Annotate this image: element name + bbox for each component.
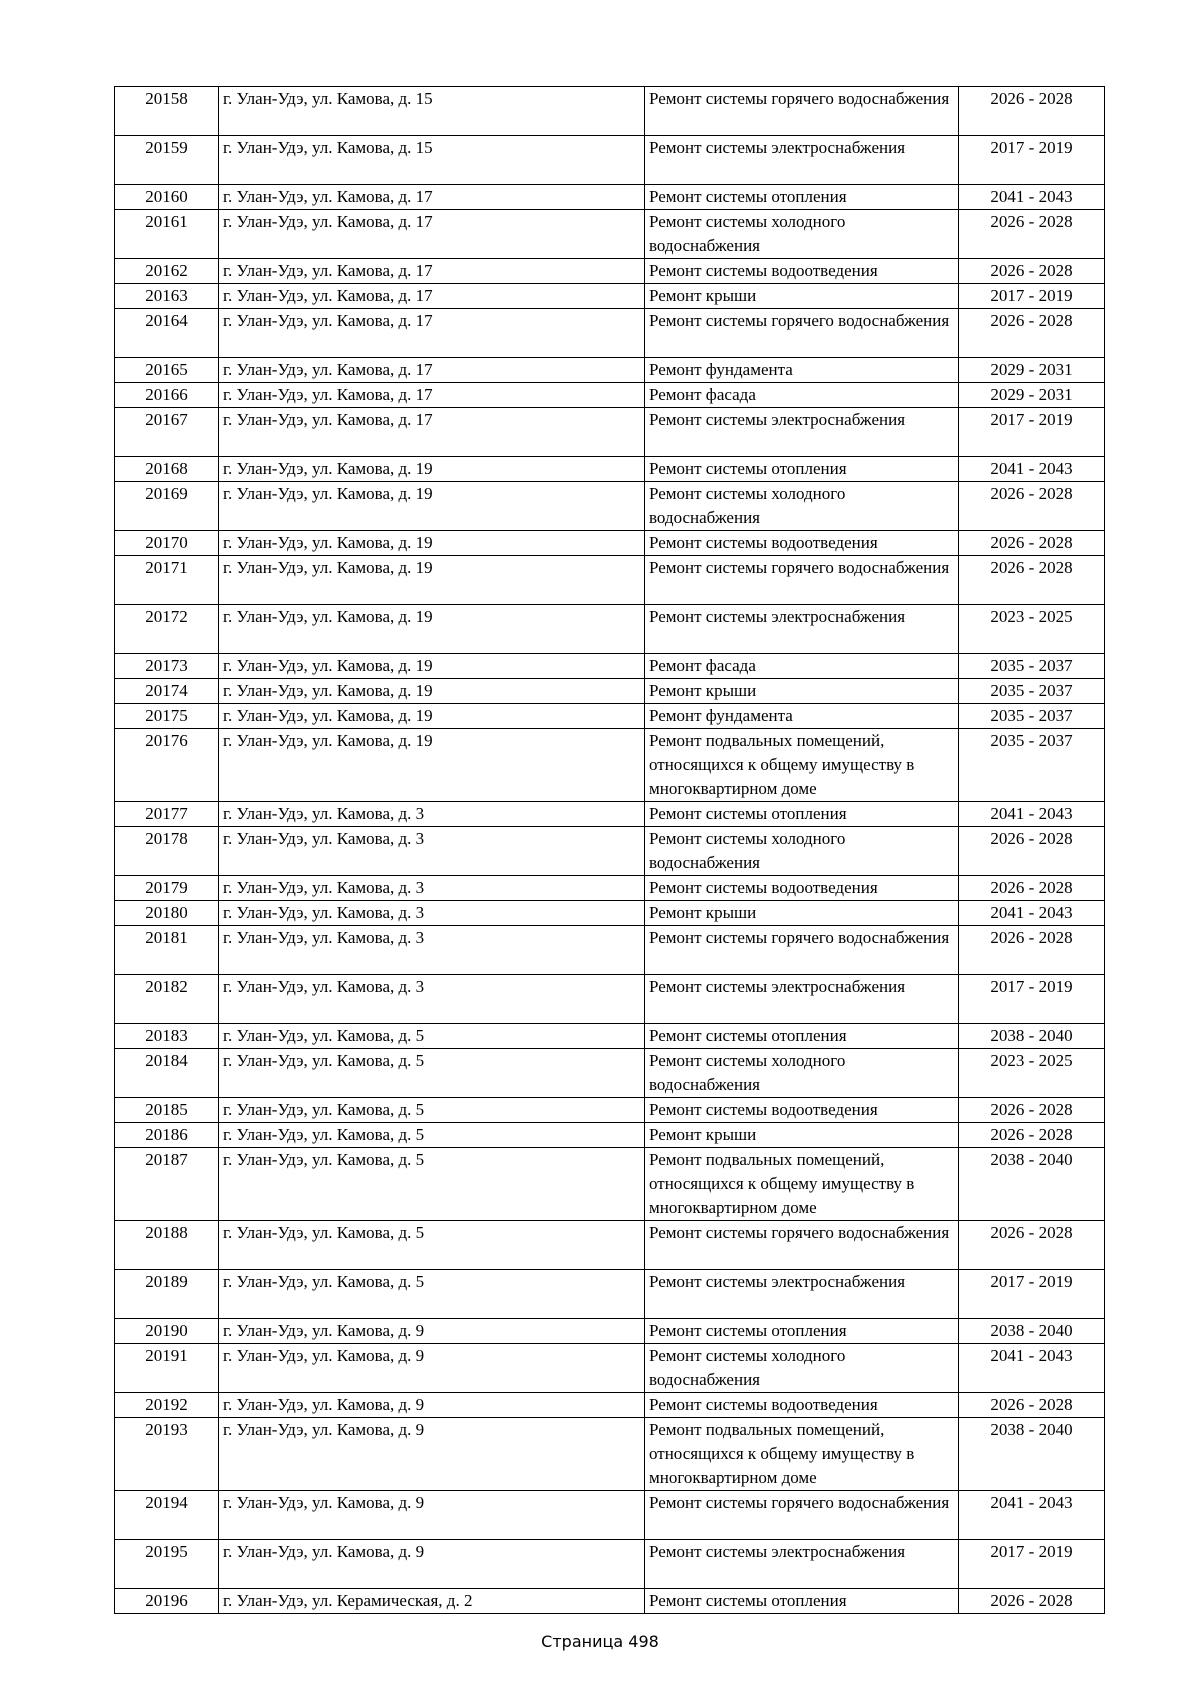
address-cell: г. Улан-Удэ, ул. Камова, д. 3 (219, 975, 645, 1024)
table-row (115, 284, 1105, 309)
table-row (115, 408, 1105, 457)
row-number-cell: 20167 (115, 408, 219, 457)
table-row (115, 827, 1105, 876)
address-cell: г. Улан-Удэ, ул. Камова, д. 3 (219, 926, 645, 975)
table-row (115, 679, 1105, 704)
table-row (115, 309, 1105, 358)
period-cell: 2035 - 2037 (959, 679, 1105, 704)
period-cell: 2041 - 2043 (959, 185, 1105, 210)
row-number-cell: 20168 (115, 457, 219, 482)
work-type-cell: Ремонт крыши (645, 284, 959, 309)
table-row (115, 1049, 1105, 1098)
period-cell: 2038 - 2040 (959, 1418, 1105, 1491)
row-number-cell: 20196 (115, 1589, 219, 1614)
row-number-cell: 20178 (115, 827, 219, 876)
address-cell: г. Улан-Удэ, ул. Камова, д. 19 (219, 654, 645, 679)
row-number-cell: 20169 (115, 482, 219, 531)
row-number-cell: 20171 (115, 556, 219, 605)
table-row (115, 605, 1105, 654)
period-cell: 2026 - 2028 (959, 482, 1105, 531)
address-cell: г. Улан-Удэ, ул. Камова, д. 5 (219, 1024, 645, 1049)
address-cell: г. Улан-Удэ, ул. Камова, д. 19 (219, 605, 645, 654)
period-cell: 2041 - 2043 (959, 1491, 1105, 1540)
period-cell: 2017 - 2019 (959, 408, 1105, 457)
table-row (115, 654, 1105, 679)
row-number-cell: 20188 (115, 1221, 219, 1270)
period-cell: 2038 - 2040 (959, 1024, 1105, 1049)
work-type-cell: Ремонт системы горячего водоснабжения (645, 926, 959, 975)
period-cell: 2026 - 2028 (959, 1393, 1105, 1418)
table-row (115, 358, 1105, 383)
work-type-cell: Ремонт системы отопления (645, 1024, 959, 1049)
work-type-cell: Ремонт крыши (645, 901, 959, 926)
row-number-cell: 20180 (115, 901, 219, 926)
address-cell: г. Улан-Удэ, ул. Камова, д. 15 (219, 136, 645, 185)
period-cell: 2026 - 2028 (959, 1098, 1105, 1123)
work-type-cell: Ремонт подвальных помещений, относящихся к общему имуществу в многоквартирном доме (645, 729, 959, 802)
address-cell: г. Улан-Удэ, ул. Камова, д. 19 (219, 556, 645, 605)
address-cell: г. Улан-Удэ, ул. Камова, д. 3 (219, 802, 645, 827)
table-row (115, 383, 1105, 408)
table-row (115, 457, 1105, 482)
address-cell: г. Улан-Удэ, ул. Камова, д. 17 (219, 408, 645, 457)
address-cell: г. Улан-Удэ, ул. Камова, д. 3 (219, 901, 645, 926)
period-cell: 2035 - 2037 (959, 654, 1105, 679)
work-type-cell: Ремонт системы горячего водоснабжения (645, 1491, 959, 1540)
address-cell: г. Улан-Удэ, ул. Камова, д. 15 (219, 87, 645, 136)
row-number-cell: 20175 (115, 704, 219, 729)
table-row (115, 1319, 1105, 1344)
period-cell: 2026 - 2028 (959, 556, 1105, 605)
period-cell: 2017 - 2019 (959, 284, 1105, 309)
period-cell: 2017 - 2019 (959, 975, 1105, 1024)
address-cell: г. Улан-Удэ, ул. Камова, д. 5 (219, 1270, 645, 1319)
table-row (115, 1589, 1105, 1614)
work-type-cell: Ремонт фасада (645, 654, 959, 679)
work-type-cell: Ремонт системы отопления (645, 1589, 959, 1614)
period-cell: 2026 - 2028 (959, 87, 1105, 136)
work-type-cell: Ремонт системы водоотведения (645, 259, 959, 284)
period-cell: 2038 - 2040 (959, 1148, 1105, 1221)
period-cell: 2026 - 2028 (959, 1123, 1105, 1148)
table-row (115, 1393, 1105, 1418)
address-cell: г. Улан-Удэ, ул. Камова, д. 5 (219, 1049, 645, 1098)
table-row (115, 1540, 1105, 1589)
period-cell: 2017 - 2019 (959, 136, 1105, 185)
period-cell: 2038 - 2040 (959, 1319, 1105, 1344)
table-row (115, 975, 1105, 1024)
work-type-cell: Ремонт системы холодного водоснабжения (645, 482, 959, 531)
row-number-cell: 20159 (115, 136, 219, 185)
row-number-cell: 20195 (115, 1540, 219, 1589)
row-number-cell: 20193 (115, 1418, 219, 1491)
work-type-cell: Ремонт системы отопления (645, 1319, 959, 1344)
row-number-cell: 20158 (115, 87, 219, 136)
row-number-cell: 20194 (115, 1491, 219, 1540)
period-cell: 2026 - 2028 (959, 309, 1105, 358)
table-row (115, 1418, 1105, 1491)
period-cell: 2035 - 2037 (959, 729, 1105, 802)
table-row (115, 1270, 1105, 1319)
table-row (115, 1221, 1105, 1270)
row-number-cell: 20190 (115, 1319, 219, 1344)
row-number-cell: 20174 (115, 679, 219, 704)
work-type-cell: Ремонт системы холодного водоснабжения (645, 1344, 959, 1393)
address-cell: г. Улан-Удэ, ул. Камова, д. 9 (219, 1491, 645, 1540)
row-number-cell: 20186 (115, 1123, 219, 1148)
work-type-cell: Ремонт системы электроснабжения (645, 408, 959, 457)
address-cell: г. Улан-Удэ, ул. Камова, д. 3 (219, 827, 645, 876)
row-number-cell: 20166 (115, 383, 219, 408)
table-row (115, 926, 1105, 975)
table-row (115, 901, 1105, 926)
work-type-cell: Ремонт системы холодного водоснабжения (645, 210, 959, 259)
period-cell: 2035 - 2037 (959, 704, 1105, 729)
work-type-cell: Ремонт системы отопления (645, 802, 959, 827)
table-row (115, 87, 1105, 136)
row-number-cell: 20164 (115, 309, 219, 358)
work-type-cell: Ремонт системы электроснабжения (645, 975, 959, 1024)
table-row (115, 1123, 1105, 1148)
work-type-cell: Ремонт системы водоотведения (645, 1098, 959, 1123)
table-row (115, 704, 1105, 729)
work-type-cell: Ремонт фундамента (645, 704, 959, 729)
row-number-cell: 20177 (115, 802, 219, 827)
work-type-cell: Ремонт крыши (645, 679, 959, 704)
address-cell: г. Улан-Удэ, ул. Камова, д. 19 (219, 679, 645, 704)
address-cell: г. Улан-Удэ, ул. Камова, д. 17 (219, 259, 645, 284)
address-cell: г. Улан-Удэ, ул. Камова, д. 17 (219, 309, 645, 358)
row-number-cell: 20165 (115, 358, 219, 383)
table-body (115, 87, 1105, 1614)
table-row (115, 1344, 1105, 1393)
period-cell: 2041 - 2043 (959, 1344, 1105, 1393)
period-cell: 2041 - 2043 (959, 901, 1105, 926)
period-cell: 2029 - 2031 (959, 358, 1105, 383)
row-number-cell: 20185 (115, 1098, 219, 1123)
row-number-cell: 20183 (115, 1024, 219, 1049)
period-cell: 2029 - 2031 (959, 383, 1105, 408)
address-cell: г. Улан-Удэ, ул. Камова, д. 19 (219, 704, 645, 729)
address-cell: г. Улан-Удэ, ул. Камова, д. 5 (219, 1098, 645, 1123)
period-cell: 2026 - 2028 (959, 1589, 1105, 1614)
table-row (115, 136, 1105, 185)
row-number-cell: 20179 (115, 876, 219, 901)
table-row (115, 802, 1105, 827)
address-cell: г. Улан-Удэ, ул. Камова, д. 19 (219, 531, 645, 556)
table-row (115, 482, 1105, 531)
row-number-cell: 20191 (115, 1344, 219, 1393)
work-type-cell: Ремонт системы электроснабжения (645, 1270, 959, 1319)
table-row (115, 210, 1105, 259)
period-cell: 2041 - 2043 (959, 457, 1105, 482)
repair-schedule-table (114, 86, 1105, 1614)
table-row (115, 259, 1105, 284)
address-cell: г. Улан-Удэ, ул. Керамическая, д. 2 (219, 1589, 645, 1614)
table-row (115, 185, 1105, 210)
period-cell: 2041 - 2043 (959, 802, 1105, 827)
address-cell: г. Улан-Удэ, ул. Камова, д. 17 (219, 185, 645, 210)
address-cell: г. Улан-Удэ, ул. Камова, д. 19 (219, 482, 645, 531)
table-row (115, 531, 1105, 556)
period-cell: 2026 - 2028 (959, 1221, 1105, 1270)
period-cell: 2026 - 2028 (959, 876, 1105, 901)
row-number-cell: 20189 (115, 1270, 219, 1319)
work-type-cell: Ремонт фундамента (645, 358, 959, 383)
row-number-cell: 20161 (115, 210, 219, 259)
address-cell: г. Улан-Удэ, ул. Камова, д. 3 (219, 876, 645, 901)
work-type-cell: Ремонт системы водоотведения (645, 1393, 959, 1418)
row-number-cell: 20182 (115, 975, 219, 1024)
work-type-cell: Ремонт системы водоотведения (645, 531, 959, 556)
table-row (115, 729, 1105, 802)
work-type-cell: Ремонт системы горячего водоснабжения (645, 556, 959, 605)
address-cell: г. Улан-Удэ, ул. Камова, д. 9 (219, 1540, 645, 1589)
row-number-cell: 20184 (115, 1049, 219, 1098)
row-number-cell: 20192 (115, 1393, 219, 1418)
period-cell: 2026 - 2028 (959, 827, 1105, 876)
work-type-cell: Ремонт фасада (645, 383, 959, 408)
work-type-cell: Ремонт системы отопления (645, 185, 959, 210)
address-cell: г. Улан-Удэ, ул. Камова, д. 9 (219, 1344, 645, 1393)
period-cell: 2026 - 2028 (959, 210, 1105, 259)
address-cell: г. Улан-Удэ, ул. Камова, д. 5 (219, 1221, 645, 1270)
work-type-cell: Ремонт системы горячего водоснабжения (645, 309, 959, 358)
period-cell: 2017 - 2019 (959, 1540, 1105, 1589)
address-cell: г. Улан-Удэ, ул. Камова, д. 5 (219, 1148, 645, 1221)
table-row (115, 1098, 1105, 1123)
work-type-cell: Ремонт системы водоотведения (645, 876, 959, 901)
table-row (115, 1491, 1105, 1540)
row-number-cell: 20162 (115, 259, 219, 284)
work-type-cell: Ремонт системы холодного водоснабжения (645, 827, 959, 876)
address-cell: г. Улан-Удэ, ул. Камова, д. 9 (219, 1418, 645, 1491)
row-number-cell: 20170 (115, 531, 219, 556)
period-cell: 2026 - 2028 (959, 531, 1105, 556)
period-cell: 2017 - 2019 (959, 1270, 1105, 1319)
row-number-cell: 20176 (115, 729, 219, 802)
period-cell: 2023 - 2025 (959, 605, 1105, 654)
work-type-cell: Ремонт подвальных помещений, относящихся к общему имуществу в многоквартирном доме (645, 1148, 959, 1221)
address-cell: г. Улан-Удэ, ул. Камова, д. 17 (219, 358, 645, 383)
row-number-cell: 20172 (115, 605, 219, 654)
row-number-cell: 20160 (115, 185, 219, 210)
address-cell: г. Улан-Удэ, ул. Камова, д. 19 (219, 457, 645, 482)
row-number-cell: 20163 (115, 284, 219, 309)
row-number-cell: 20181 (115, 926, 219, 975)
period-cell: 2026 - 2028 (959, 926, 1105, 975)
work-type-cell: Ремонт системы электроснабжения (645, 136, 959, 185)
work-type-cell: Ремонт системы электроснабжения (645, 1540, 959, 1589)
address-cell: г. Улан-Удэ, ул. Камова, д. 5 (219, 1123, 645, 1148)
work-type-cell: Ремонт системы холодного водоснабжения (645, 1049, 959, 1098)
address-cell: г. Улан-Удэ, ул. Камова, д. 17 (219, 210, 645, 259)
period-cell: 2026 - 2028 (959, 259, 1105, 284)
period-cell: 2023 - 2025 (959, 1049, 1105, 1098)
page-number: Страница 498 (541, 1632, 659, 1651)
table-row (115, 1148, 1105, 1221)
work-type-cell: Ремонт системы отопления (645, 457, 959, 482)
work-type-cell: Ремонт подвальных помещений, относящихся к общему имуществу в многоквартирном доме (645, 1418, 959, 1491)
address-cell: г. Улан-Удэ, ул. Камова, д. 9 (219, 1319, 645, 1344)
work-type-cell: Ремонт системы горячего водоснабжения (645, 1221, 959, 1270)
address-cell: г. Улан-Удэ, ул. Камова, д. 9 (219, 1393, 645, 1418)
row-number-cell: 20173 (115, 654, 219, 679)
address-cell: г. Улан-Удэ, ул. Камова, д. 19 (219, 729, 645, 802)
address-cell: г. Улан-Удэ, ул. Камова, д. 17 (219, 284, 645, 309)
row-number-cell: 20187 (115, 1148, 219, 1221)
table-row (115, 1024, 1105, 1049)
work-type-cell: Ремонт крыши (645, 1123, 959, 1148)
table-row (115, 556, 1105, 605)
work-type-cell: Ремонт системы электроснабжения (645, 605, 959, 654)
work-type-cell: Ремонт системы горячего водоснабжения (645, 87, 959, 136)
table-row (115, 876, 1105, 901)
address-cell: г. Улан-Удэ, ул. Камова, д. 17 (219, 383, 645, 408)
